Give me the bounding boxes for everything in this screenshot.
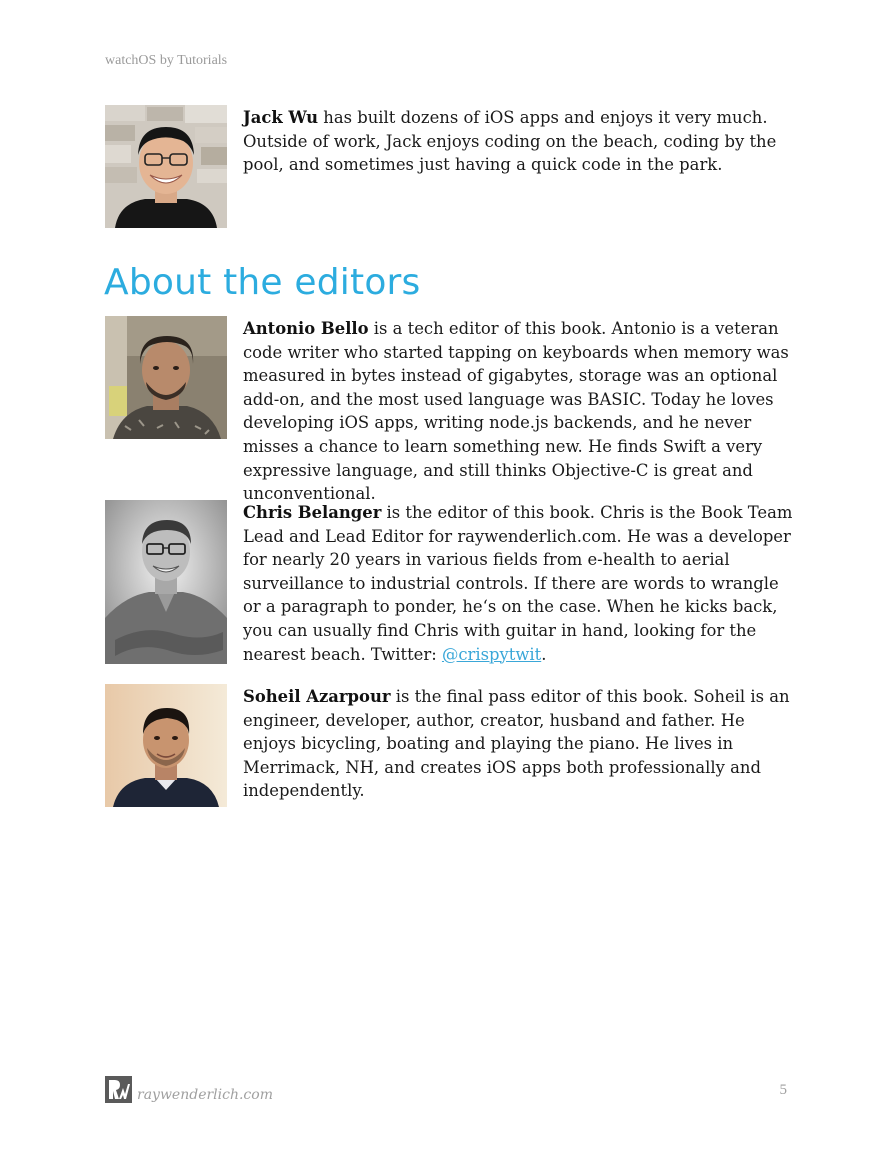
author-name: Jack Wu bbox=[243, 108, 319, 127]
twitter-link[interactable]: @crispytwit bbox=[441, 644, 542, 664]
author-bio-text bbox=[243, 106, 795, 228]
author-bio-body: has built dozens of iOS apps and enjoys it very much. Outside of work, Jack enjoys coding on the beach, coding by the pool, and sometimes just having a quick code in the park. bbox=[243, 108, 777, 175]
editor-bio-body: is a tech editor of this book. Antonio is a veteran code writer who started tapping on keyboards when memory was measured in bytes instead of gigabytes, storage was an optional add-on, and the most used language was BASIC. Today he loves developing iOS apps, writing node.js backends, and he never misses a chance to learn something new. He finds Swift a very expressive language, and still thinks Objective-C is great and unconventional. bbox=[243, 319, 789, 504]
editor-bio-text bbox=[243, 317, 795, 506]
page-number: 5 bbox=[779, 1082, 787, 1098]
author-bio-jack-wu bbox=[105, 105, 795, 228]
editor-bio-body: is the editor of this book. Chris is the Book Team Lead and Lead Editor for raywenderlich.com. He was a developer for nearly 20 years in various fields from e-health to aerial surveillance to industrial controls. If there are words to wrangle or a paragraph to ponder, he‘s on the case. When he kicks back, you can usually find Chris with guitar in hand, looking for the nearest beach. Twitter: bbox=[243, 503, 793, 664]
editor-bio-antonio-bello bbox=[105, 316, 795, 506]
author-photo-jack-wu bbox=[105, 105, 227, 228]
running-header: watchOS by Tutorials bbox=[105, 53, 228, 68]
footer-brand-text: raywenderlich.com bbox=[137, 1087, 273, 1103]
raywenderlich-logo-icon bbox=[105, 1076, 132, 1103]
editor-name: Chris Belanger bbox=[243, 503, 382, 522]
editor-name: Antonio Bello bbox=[243, 319, 369, 338]
editor-bio-chris-belanger bbox=[105, 500, 795, 666]
editor-bio-body: is the final pass editor of this book. Soheil is an engineer, developer, author, creator, husband and father. He enjoys bicycling, boating and playing the piano. He lives in Merrimack, NH, and creates iOS apps both professionally and independently. bbox=[243, 687, 790, 801]
footer-brand-logo bbox=[105, 1076, 273, 1103]
editor-bio-soheil-azarpour bbox=[105, 684, 795, 807]
section-heading-editors: About the editors bbox=[104, 262, 421, 303]
editor-photo-soheil-azarpour bbox=[105, 684, 227, 807]
editor-bio-text bbox=[243, 685, 795, 807]
editor-name: Soheil Azarpour bbox=[243, 687, 391, 706]
sentence-period: . bbox=[541, 644, 547, 664]
editor-photo-antonio-bello bbox=[105, 316, 227, 439]
editor-photo-chris-belanger bbox=[105, 500, 227, 664]
editor-bio-text bbox=[243, 501, 795, 666]
